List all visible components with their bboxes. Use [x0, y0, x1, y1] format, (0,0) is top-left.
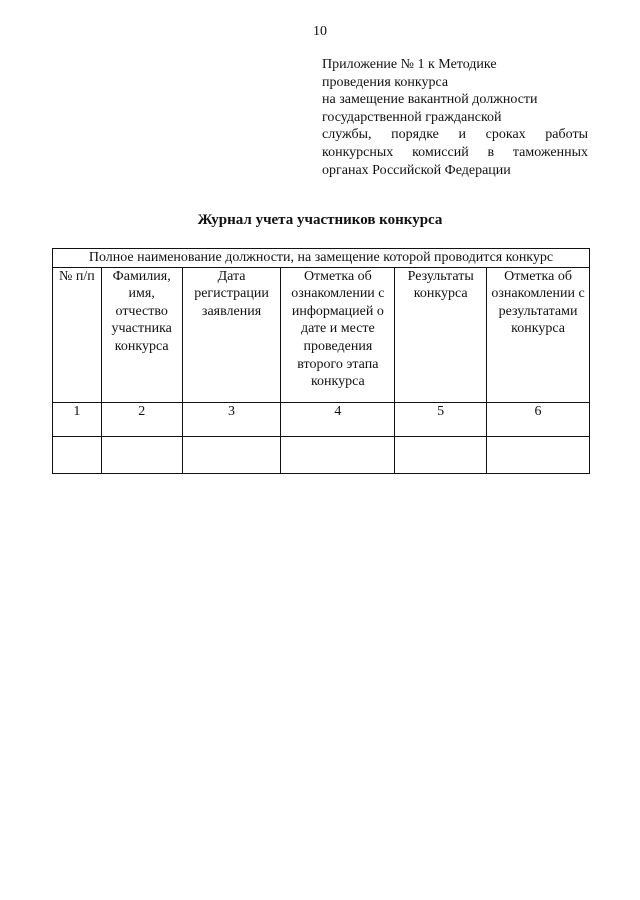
table-span-header-row	[53, 249, 590, 268]
column-number-cell: 4	[281, 402, 395, 436]
column-header-full-name: Фамилия, имя, отчество участника конкурса	[101, 267, 182, 402]
column-number-cell: 3	[182, 402, 281, 436]
annex-line: конкурсных комиссий в таможенных	[322, 144, 588, 160]
table-row	[53, 436, 590, 473]
table-numbering-row	[53, 402, 590, 436]
column-number-cell: 2	[101, 402, 182, 436]
empty-cell	[395, 436, 487, 473]
table-header-row	[53, 267, 590, 402]
column-header-results: Результаты конкурса	[395, 267, 487, 402]
empty-cell	[487, 436, 590, 473]
annex-line: на замещение вакантной должности	[322, 92, 538, 108]
page-number: 10	[313, 24, 327, 39]
column-header-number: № п/п	[53, 267, 102, 402]
annex-line: Приложение № 1 к Методике	[322, 57, 497, 72]
column-number-cell: 6	[487, 402, 590, 436]
column-header-results-notice: Отметка об ознакомлении с результатами конкурса	[487, 267, 590, 402]
participants-journal-table	[52, 248, 590, 474]
position-name-header: Полное наименование должности, на замещение которой проводится конкурс	[53, 249, 590, 268]
empty-cell	[281, 436, 395, 473]
empty-cell	[182, 436, 281, 473]
column-header-registration-date: Дата регистрации заявления	[182, 267, 281, 402]
annex-line: органах Российской Федерации	[322, 162, 511, 178]
annex-line: государственной гражданской	[322, 109, 502, 125]
annex-line: проведения конкурса	[322, 74, 449, 90]
annex-line: службы, порядке и сроках работы	[322, 127, 588, 143]
annex-reference	[322, 56, 588, 179]
column-number-cell: 1	[53, 402, 102, 436]
column-header-second-stage-notice: Отметка об ознакомлении с информацией о дате и месте проведения второго этапа конкурса	[281, 267, 395, 402]
document-title: Журнал учета участников конкурса	[197, 212, 443, 228]
empty-cell	[53, 436, 102, 473]
column-number-cell: 5	[395, 402, 487, 436]
empty-cell	[101, 436, 182, 473]
